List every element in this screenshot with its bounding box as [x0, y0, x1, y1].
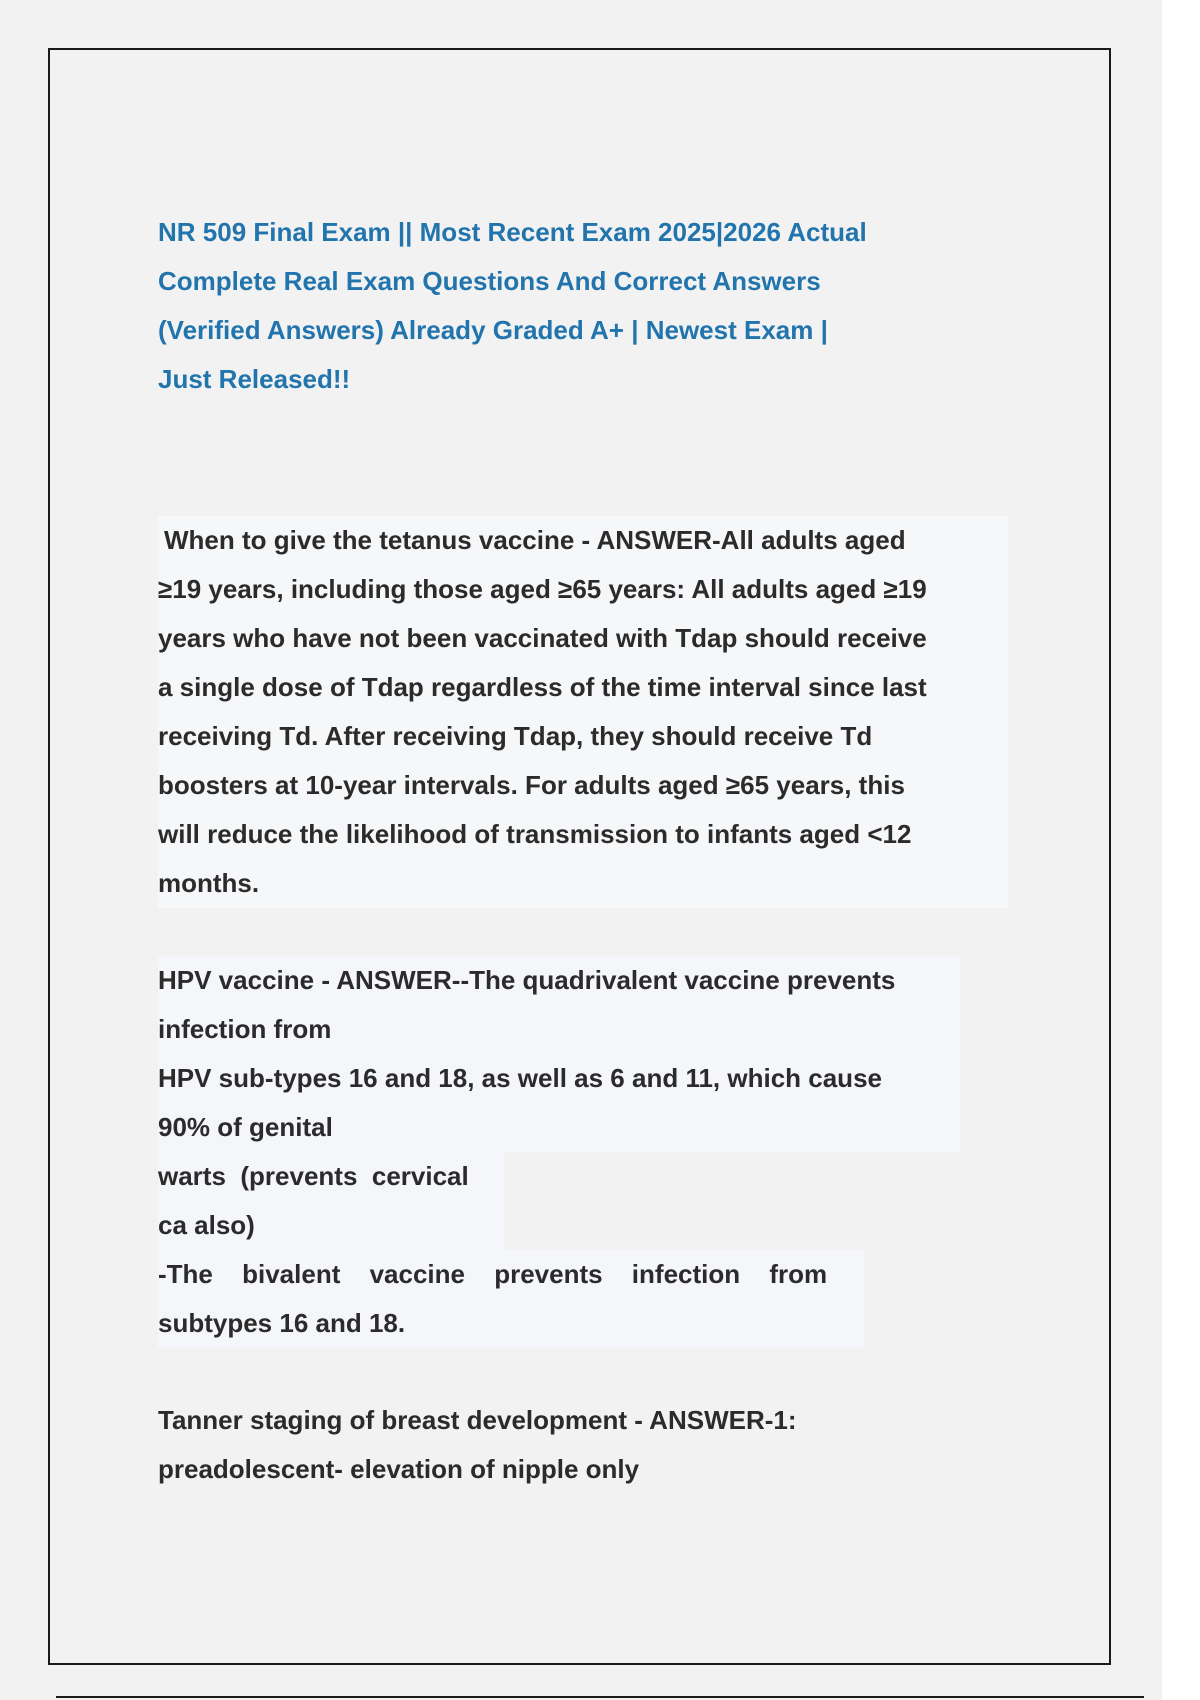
qa-line: -The bivalent vaccine prevents infection from [158, 1259, 828, 1289]
qa-line: 90% of genital [158, 1112, 333, 1142]
qa-line: will reduce the likelihood of transmission to infants aged <12 [158, 819, 912, 849]
qa-line: preadolescent- elevation of nipple only [158, 1454, 640, 1484]
qa-line: warts (prevents cervical [158, 1161, 469, 1191]
qa-tetanus-vaccine [158, 516, 1008, 908]
qa-line: receiving Td. After receiving Tdap, they should receive Td [158, 721, 873, 751]
qa-line: ≥19 years, including those aged ≥65 years: All adults aged ≥19 [158, 574, 927, 604]
qa-line: infection from [158, 1014, 332, 1044]
qa-highlight-block [158, 1250, 864, 1348]
title-line: Just Released!! [158, 364, 351, 394]
qa-highlight-block [158, 956, 960, 1152]
qa-line: subtypes 16 and 18. [158, 1308, 406, 1338]
page-break-divider [56, 1696, 1144, 1698]
title-line: Complete Real Exam Questions And Correct Answers [158, 266, 821, 296]
qa-hpv-vaccine [158, 956, 968, 1348]
document-title [158, 208, 948, 404]
qa-line: When to give the tetanus vaccine - ANSWER-All adults aged [164, 525, 906, 555]
page-content [158, 208, 1008, 1494]
qa-line: boosters at 10-year intervals. For adults aged ≥65 years, this [158, 770, 905, 800]
qa-tanner-staging [158, 1396, 1008, 1494]
qa-line: ca also) [158, 1210, 255, 1240]
title-line: NR 509 Final Exam || Most Recent Exam 2025|2026 Actual [158, 217, 867, 247]
qa-line: Tanner staging of breast development - ANSWER-1: [158, 1405, 797, 1435]
title-line: (Verified Answers) Already Graded A+ | Newest Exam | [158, 315, 828, 345]
qa-highlight-block [158, 1152, 504, 1250]
qa-line: HPV sub-types 16 and 18, as well as 6 and 11, which cause [158, 1063, 882, 1093]
qa-line: HPV vaccine - ANSWER--The quadrivalent vaccine prevents [158, 965, 896, 995]
viewer-margin-strip [1162, 0, 1200, 1700]
qa-line: months. [158, 868, 260, 898]
qa-line: a single dose of Tdap regardless of the time interval since last [158, 672, 927, 702]
qa-line: years who have not been vaccinated with Tdap should receive [158, 623, 927, 653]
